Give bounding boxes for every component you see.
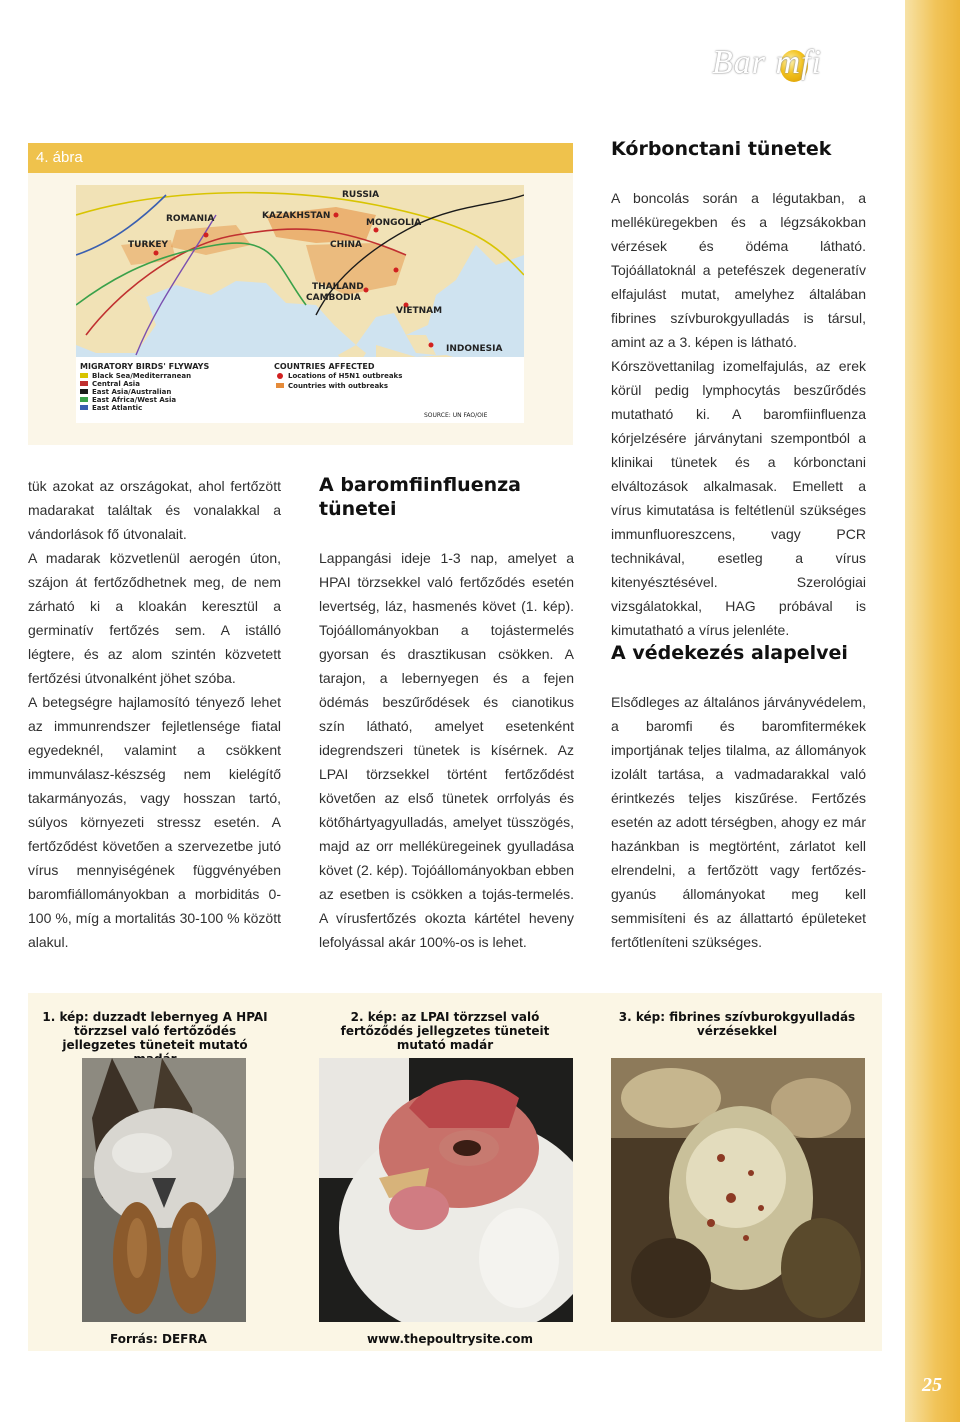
legend-item: Central Asia — [92, 380, 140, 388]
flyway-map — [76, 185, 524, 423]
photo-caption: 2. kép: az LPAI törzzsel való fertőződés jellegzetes tüneteit mutató madár — [340, 1010, 550, 1052]
photo-caption: 3. kép: fibrines szívburokgyulladás vérzésekkel — [618, 1010, 856, 1038]
map-label: RUSSIA — [342, 190, 380, 200]
logo-text: Bar mfi — [712, 44, 822, 81]
paragraph: A betegségre hajlamosító tényező lehet az immunrendszer fejletlensége fiatal egyedeknél, valamint a csökkent immunválasz-készség nem kielégítő takarmányozás, vagy hosszan tartó, súlyos környezeti stressz esetén. A fertőződést követően a szervezetbe jutó vírus mennyiségének függvényében baromfiállományokban a morbiditás 0-100 %, míg a mortalitás 30-100 % között alakul. — [28, 694, 281, 950]
legend-item: East Atlantic — [92, 404, 143, 412]
section-heading: A baromfiinfluenza tünetei — [319, 474, 521, 520]
right-column-lower — [611, 690, 866, 954]
right-column — [611, 186, 866, 642]
legend-item: East Africa/West Asia — [92, 396, 177, 404]
legend-item: Black Sea/Mediterranean — [92, 372, 192, 380]
paragraph: tük azokat az országokat, ahol fertőzött madarakat találtak és vonalakkal a vándorlások fő útvonalait. — [28, 478, 281, 542]
paragraph: Lappangási ideje 1-3 nap, amelyet a HPAI törzsekkel való fertőződés esetén levertség, láz, hasmenés követ (1. kép). Tojóállományokban a tojástermelés gyorsan és drasztikusan csökken. A tarajon, a lebernyegen és a fejen ödémás beszűrődések és cianotikus szín látható, amelyet esetenként idegrendszeri tünetek is kísérnek. Az LPAI törzsekkel történt fertőződést követően az első tünetek orrfolyás és kötőhártyagyulladás, amelyet tüsszögés, majd az orr melléküregeinek gyulladása követ (2. kép). Tojóállományokban ebben az esetben is csökken a tojás-termelés. A vírusfertőzés okozta kártétel heveny lefolyással akár 100%-os is lehet. — [319, 550, 575, 950]
map-label: ROMANIA — [166, 214, 215, 224]
section-heading: A védekezés alapelvei — [611, 642, 848, 664]
paragraph: A boncolás során a légutakban, a melléküregekben és a légzsákokban vérzések és ödéma látható. Tojóállatoknál a petefészek degeneratív elfajulást mutat, amelyhez általában fibrines szívburokgyulladás is társul, amint az a 3. képen is látható. — [611, 190, 866, 350]
map-label: VIETNAM — [396, 306, 443, 316]
map-label: TURKEY — [128, 240, 169, 250]
map-label: MONGOLIA — [366, 218, 422, 228]
legend-left-title: MIGRATORY BIRDS' FLYWAYS — [80, 362, 210, 371]
map-label: THAILAND — [312, 282, 364, 292]
figure-label-band — [28, 143, 573, 173]
photo-chicken-wattles — [82, 1058, 246, 1322]
left-column — [28, 474, 281, 954]
map-label: INDONESIA — [446, 344, 503, 354]
map-label: CHINA — [330, 240, 362, 250]
baromfi-logo — [712, 42, 868, 90]
photo-caption: 1. kép: duzzadt lebernyeg A HPAI törzzsel való fertőződés jellegzetes tüneteit mutató — [42, 1010, 268, 1052]
legend-item: East Asia/Australian — [92, 388, 172, 396]
photo-heart-pericarditis — [611, 1058, 865, 1322]
legend-item: Locations of H5N1 outbreaks — [288, 372, 403, 380]
photo-source: Forrás: DEFRA — [110, 1332, 207, 1346]
photo-source-link[interactable]: www.thepoultrysite.com — [367, 1332, 533, 1346]
side-color-band — [905, 0, 960, 1422]
photo-chicken-head — [319, 1058, 573, 1322]
legend-item: Countries with outbreaks — [288, 382, 388, 390]
page-number: 25 — [922, 1374, 942, 1396]
map-label: KAZAKHSTAN — [262, 211, 331, 221]
section-heading: Kórbonctani tünetek — [611, 138, 832, 160]
map-label: CAMBODIA — [306, 293, 361, 303]
paragraph: Elsődleges az általános járványvédelem, a baromfi és baromfitermékek importjának teljes tilalma, az állományok izolált tartása, a vadmadarakkal való érintkezés teljes kiszűrése. Fertőzés esetén az adott térségben, ahogy ez már hazánkban is megtörtént, zárlatot kell elrendelni, a fertőzött vagy fertőzés-gyanús állományokat meg kell semmisíteni és az állattartó épületeket fertőtleníteni szükséges. — [611, 694, 866, 950]
paragraph: A madarak közvetlenül aerogén úton, szájon át fertőződhetnek meg, de nem zárható ki a kloakán keresztül a germinatív fertőzés sem. A istálló légtere, és az alom szintén közvetett fertőzési útvonalként jöhet szóba. — [28, 550, 281, 686]
middle-column — [319, 546, 574, 954]
figure-label: 4. ábra — [36, 149, 83, 166]
paragraph: Kórszövettanilag izomelfajulás, az erek körül pedig lymphocytás beszűrődés mutatható ki. A baromfiinfluenza kórjelzésére járványtani szempontból a klinikai tünetek és a kórbonctani elváltozások alkalmasak. Emellett a vírus kimutatása is feltétlenül szükséges immunfluoreszcens, vagy PCR technikával, esetleg a vírus kitenyésztésével. Szerológiai vizsgálatokkal, HAG próbával is kimutatható a vírus jelenléte. — [611, 358, 866, 638]
map-source: SOURCE: UN FAO/OIE — [424, 412, 488, 419]
legend-right-title: COUNTRIES AFFECTED — [274, 362, 375, 371]
